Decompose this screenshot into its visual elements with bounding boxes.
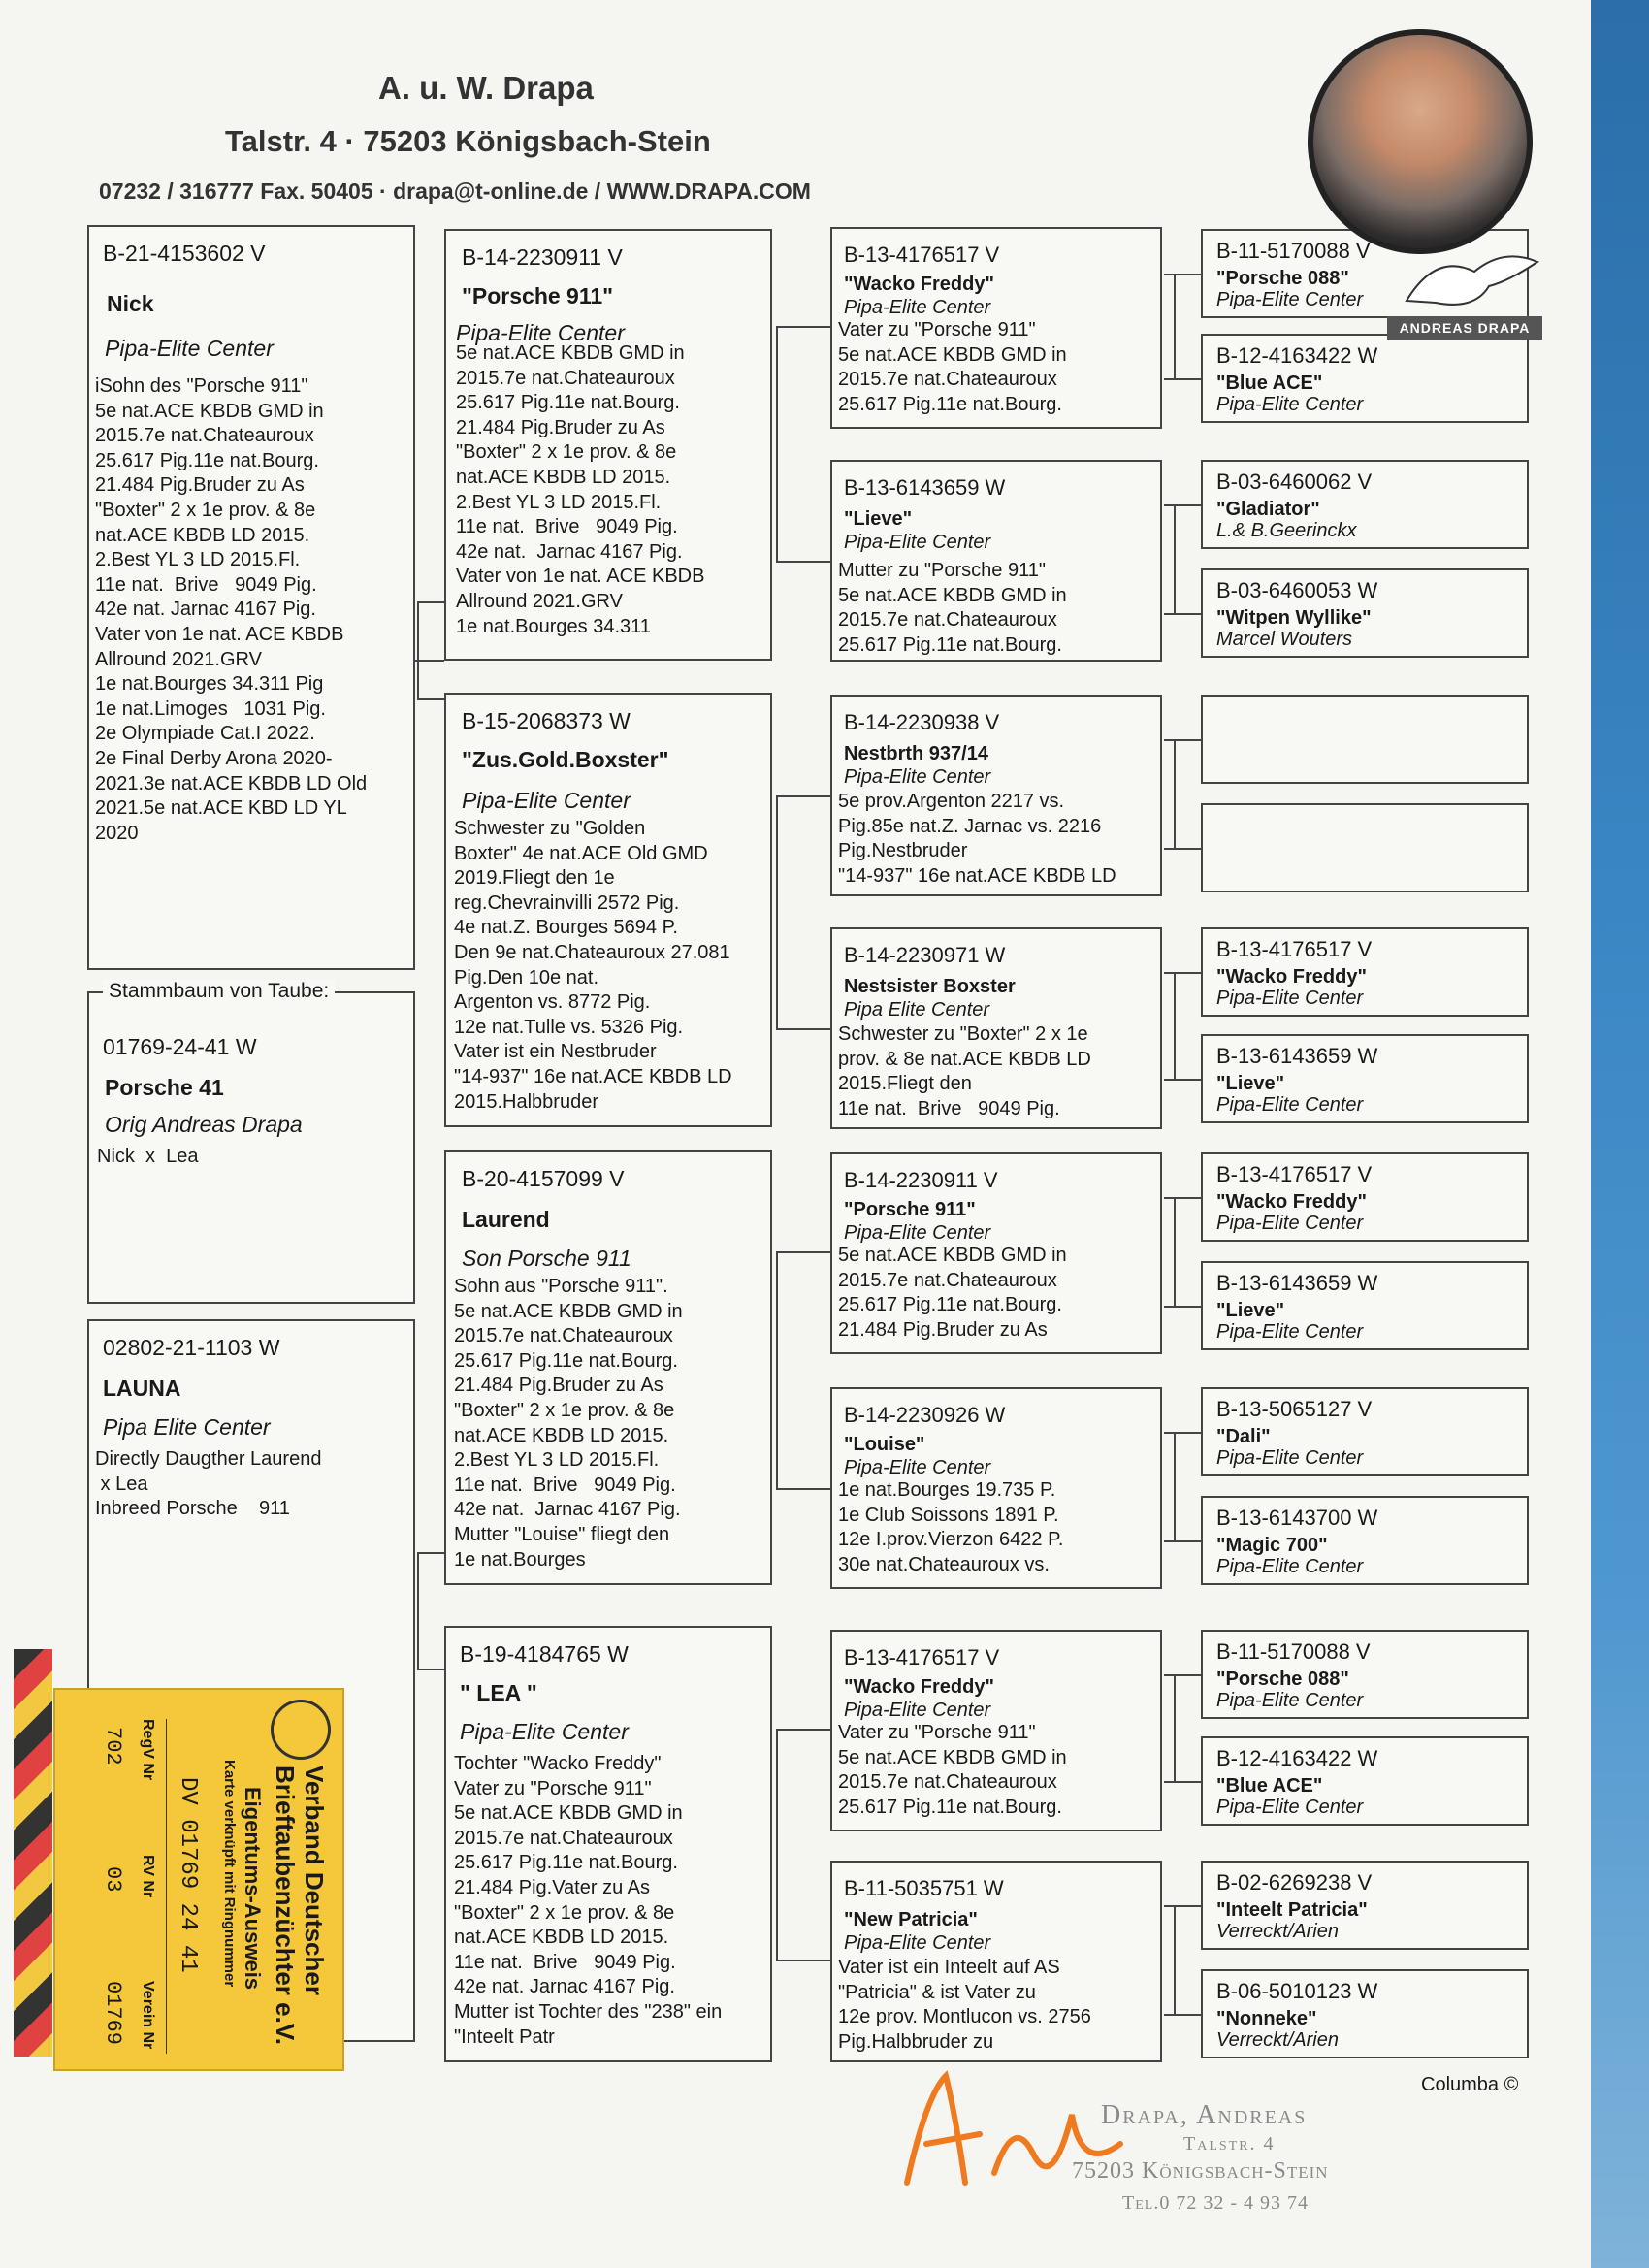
- connector-line: [1164, 274, 1201, 275]
- gen3-box: [830, 1152, 1162, 1354]
- connector-line: [776, 1251, 778, 1488]
- gen4-ring: B-12-4163422 W: [1216, 343, 1378, 368]
- gen4-box: [1201, 1152, 1529, 1242]
- gen3-ring: B-14-2230926 W: [844, 1403, 1006, 1427]
- connector-line: [1164, 1197, 1201, 1199]
- gen3-ring: B-14-2230938 V: [844, 710, 1000, 734]
- connector-line: [1164, 1432, 1201, 1434]
- gen3-name: "Louise": [844, 1434, 925, 1455]
- gen3-description: 5e nat.ACE KBDB GMD in 2015.7e nat.Chateauroux 25.617 Pig.11e nat.Bourg. 21.484 Pig.Bruder zu As: [838, 1245, 1067, 1341]
- gen4-ring: B-02-6269238 V: [1216, 1870, 1373, 1895]
- gen4-name: "Porsche 088": [1216, 268, 1349, 289]
- gen3-description: 5e prov.Argenton 2217 vs. Pig.85e nat.Z. Jarnac vs. 2216 Pig.Nestbruder "14-937" 16e nat.ACE KBDB LD: [838, 791, 1116, 887]
- ownership-card-content: [55, 1690, 346, 2073]
- gen2-box: [444, 229, 772, 661]
- gen4-box: [1201, 927, 1529, 1017]
- gen4-ring: B-13-6143700 W: [1216, 1506, 1378, 1530]
- subject-ring: 01769-24-41 W: [103, 1034, 257, 1059]
- connector-line: [776, 326, 830, 328]
- gen4-box: [1201, 1034, 1529, 1123]
- connector-line: [1164, 613, 1201, 615]
- gen4-owner: Pipa-Elite Center: [1216, 394, 1364, 415]
- connector-line: [1174, 739, 1176, 848]
- pigeon-logo-icon: [1397, 243, 1542, 320]
- connector-line: [1174, 1197, 1176, 1306]
- connector-line: [417, 1552, 444, 1554]
- gen3-owner: Pipa-Elite Center: [844, 766, 991, 788]
- connector-line: [415, 660, 444, 662]
- gen4-owner: Pipa-Elite Center: [1216, 1213, 1364, 1234]
- dv-logo-icon: [271, 1700, 331, 1760]
- breeder-address: Talstr. 4 · 75203 Königsbach-Stein: [225, 124, 711, 158]
- gen2-description: Schwester zu "Golden Boxter" 4e nat.ACE Old GMD 2019.Fliegt den 1e reg.Chevrainvilli 2572 Pig. 4e nat.Z. Bourges 5694 P. Den 9e nat.Chateauroux 27.081 Pig.Den 10e nat. Argenton vs. 8772 Pig. 12e nat.Tulle vs. 5326 Pig. Vater ist ein Nestbruder "14-937" 16e nat.ACE KBDB LD 2015.Halbbruder: [454, 818, 732, 1113]
- connector-line: [1164, 1674, 1201, 1676]
- gen4-box: [1201, 695, 1529, 784]
- gen2-name: " LEA ": [460, 1680, 537, 1705]
- gen2-name: "Porsche 911": [462, 283, 614, 308]
- gen2-name: "Zus.Gold.Boxster": [462, 747, 669, 772]
- mother-name: LAUNA: [103, 1376, 181, 1401]
- gen4-name: "Magic 700": [1216, 1535, 1328, 1556]
- gen3-box: [830, 1630, 1162, 1831]
- father-owner: Pipa-Elite Center: [105, 336, 274, 361]
- connector-line: [1174, 1674, 1176, 1781]
- gen2-ring: B-20-4157099 V: [462, 1166, 625, 1191]
- card-org-line1: Verband Deutscher: [300, 1766, 329, 1995]
- card-rv: 03: [101, 1866, 125, 1893]
- flag-stripes: [14, 1649, 52, 2057]
- breeder-name: A. u. W. Drapa: [378, 70, 594, 106]
- gen4-name: "Blue ACE": [1216, 1775, 1323, 1797]
- gen3-description: 1e nat.Bourges 19.735 P. 1e Club Soissons 1891 P. 12e I.prov.Vierzon 6422 P. 30e nat.Chateauroux vs.: [838, 1479, 1064, 1575]
- stamp-city: 75203 Königsbach-Stein: [1072, 2158, 1329, 2184]
- gen3-owner: Pipa-Elite Center: [844, 297, 991, 318]
- father-box: [87, 225, 415, 970]
- gen4-owner: Marcel Wouters: [1216, 629, 1353, 650]
- gen3-name: Nestbrth 937/14: [844, 743, 988, 764]
- gen4-ring: B-13-4176517 V: [1216, 937, 1373, 961]
- gen4-box: [1201, 334, 1529, 423]
- connector-line: [1174, 1432, 1176, 1540]
- gen3-box: [830, 460, 1162, 662]
- blue-edge-strip: [1591, 0, 1649, 2268]
- gen3-description: Vater zu "Porsche 911" 5e nat.ACE KBDB GMD in 2015.7e nat.Chateauroux 25.617 Pig.11e nat.Bourg.: [838, 1722, 1067, 1818]
- gen4-name: "Gladiator": [1216, 499, 1320, 520]
- gen2-box: [444, 1150, 772, 1585]
- connector-line: [1164, 972, 1201, 974]
- gen4-owner: Verreckt/Arien: [1216, 2029, 1339, 2051]
- gen4-ring: B-03-6460053 W: [1216, 578, 1378, 602]
- connector-line: [1174, 274, 1176, 378]
- stamp-phone: Tel.0 72 32 - 4 93 74: [1122, 2192, 1309, 2214]
- gen2-ring: B-15-2068373 W: [462, 708, 630, 733]
- card-regv: 702: [101, 1727, 125, 1766]
- gen3-description: Schwester zu "Boxter" 2 x 1e prov. & 8e nat.ACE KBDB LD 2015.Fliegt den 11e nat. Brive 9049 Pig.: [838, 1023, 1091, 1119]
- gen3-box: [830, 1861, 1162, 2062]
- connector-line: [776, 561, 830, 563]
- gen4-ring: B-03-6460062 V: [1216, 470, 1373, 494]
- gen3-name: "Wacko Freddy": [844, 1676, 994, 1698]
- gen3-owner: Pipa-Elite Center: [844, 1932, 991, 1954]
- gen4-name: "Witpen Wyllike": [1216, 607, 1372, 629]
- gen3-owner: Pipa-Elite Center: [844, 1222, 991, 1244]
- connector-line: [776, 1251, 830, 1253]
- gen4-box: [1201, 1387, 1529, 1476]
- connector-line: [1164, 848, 1201, 850]
- gen4-name: "Lieve": [1216, 1300, 1285, 1321]
- gen3-box: [830, 227, 1162, 429]
- gen3-ring: B-11-5035751 W: [844, 1876, 1004, 1900]
- connector-line: [1164, 1079, 1201, 1081]
- gen3-owner: Pipa-Elite Center: [844, 1700, 991, 1721]
- gen2-box: [444, 1626, 772, 2062]
- card-verein-label: Verein Nr: [140, 1981, 156, 2050]
- card-divider: [166, 1719, 167, 2054]
- gen4-owner: L.& B.Geerinckx: [1216, 520, 1357, 541]
- card-regv-label: RegV Nr: [140, 1719, 156, 1781]
- connector-line: [1164, 504, 1201, 506]
- connector-line: [1174, 1905, 1176, 2014]
- gen4-owner: Pipa-Elite Center: [1216, 1094, 1364, 1116]
- connector-line: [417, 601, 419, 698]
- gen3-description: Vater zu "Porsche 911" 5e nat.ACE KBDB GMD in 2015.7e nat.Chateauroux 25.617 Pig.11e nat.Bourg.: [838, 319, 1067, 415]
- gen3-box: [830, 927, 1162, 1129]
- gen2-owner: Pipa-Elite Center: [462, 788, 630, 813]
- gen2-ring: B-19-4184765 W: [460, 1641, 629, 1667]
- gen2-description: 5e nat.ACE KBDB GMD in 2015.7e nat.Chateauroux 25.617 Pig.11e nat.Bourg. 21.484 Pig.Bruder zu As "Boxter" 2 x 1e prov. & 8e nat.ACE KBDB LD 2015. 2.Best YL 3 LD 2015.Fl. 11e nat. Brive 9049 Pig. 42e nat. Jarnac 4167 Pig. Vater von 1e nat. ACE KBDB Allround 2021.GRV 1e nat.Bourges 34.311: [456, 342, 705, 637]
- gen4-box: [1201, 1261, 1529, 1350]
- gen4-box: [1201, 1969, 1529, 2058]
- gen3-ring: B-13-4176517 V: [844, 1645, 1000, 1669]
- connector-line: [776, 795, 778, 1028]
- gen3-name: "New Patricia": [844, 1909, 978, 1930]
- connector-line: [417, 1669, 444, 1670]
- subject-name: Porsche 41: [105, 1075, 224, 1100]
- connector-line: [417, 601, 444, 603]
- connector-line: [1164, 378, 1201, 380]
- subject-description: Nick x Lea: [97, 1146, 199, 1167]
- gen3-ring: B-13-6143659 W: [844, 475, 1006, 500]
- gen4-box: [1201, 1861, 1529, 1950]
- card-org-line2: Brieftaubenzüchter e.V.: [271, 1766, 300, 2046]
- gen4-owner: Pipa-Elite Center: [1216, 289, 1364, 310]
- subject-owner: Orig Andreas Drapa: [105, 1112, 303, 1137]
- mother-ring: 02802-21-1103 W: [103, 1335, 280, 1360]
- gen4-owner: Pipa-Elite Center: [1216, 988, 1364, 1009]
- connector-line: [1164, 1540, 1201, 1542]
- gen3-ring: B-14-2230911 V: [844, 1168, 998, 1192]
- card-subtitle: Karte verknüpft mit Ringnummer: [221, 1760, 238, 1988]
- mother-owner: Pipa Elite Center: [103, 1414, 271, 1440]
- gen4-name: "Lieve": [1216, 1073, 1285, 1094]
- connector-line: [776, 326, 778, 561]
- connector-line: [776, 1729, 830, 1731]
- mother-description: Directly Daugther Laurend x Lea Inbreed Porsche 911: [95, 1448, 322, 1520]
- gen4-box: [1201, 1630, 1529, 1719]
- gen3-name: "Porsche 911": [844, 1199, 976, 1220]
- gen4-ring: B-13-5065127 V: [1216, 1397, 1373, 1421]
- breeder-photo: [1308, 29, 1533, 254]
- connector-line: [776, 1960, 830, 1961]
- gen4-owner: Pipa-Elite Center: [1216, 1797, 1364, 1818]
- father-description: iSohn des "Porsche 911" 5e nat.ACE KBDB GMD in 2015.7e nat.Chateauroux 25.617 Pig.11e nat.Bourg. 21.484 Pig.Bruder zu As "Boxter" 2 x 1e prov. & 8e nat.ACE KBDB LD 2015. 2.Best YL 3 LD 2015.Fl. 11e nat. Brive 9049 Pig. 42e nat. Jarnac 4167 Pig. Vater von 1e nat. ACE KBDB Allround 2021.GRV 1e nat.Bourges 34.311 Pig 1e nat.Limoges 1031 Pig. 2e Olympiade Cat.I 2022. 2e Final Derby Arona 2020- 2021.3e nat.ACE KBDB LD Old 2021.5e nat.ACE KBD LD YL 2020: [95, 375, 368, 844]
- subject-legend: Stammbaum von Taube:: [103, 980, 335, 1003]
- gen2-owner: Pipa-Elite Center: [460, 1719, 629, 1744]
- gen4-box: [1201, 1496, 1529, 1585]
- gen3-ring: B-14-2230971 W: [844, 943, 1006, 967]
- gen3-name: "Wacko Freddy": [844, 274, 994, 295]
- gen3-description: Mutter zu "Porsche 911" 5e nat.ACE KBDB GMD in 2015.7e nat.Chateauroux 25.617 Pig.11e nat.Bourg.: [838, 560, 1067, 656]
- gen4-name: "Nonneke": [1216, 2008, 1317, 2029]
- gen4-owner: Verreckt/Arien: [1216, 1921, 1339, 1942]
- father-name: Nick: [107, 291, 154, 316]
- stamp-name: Drapa, Andreas: [1101, 2100, 1308, 2130]
- gen4-name: "Porsche 088": [1216, 1669, 1349, 1690]
- gen4-ring: B-13-4176517 V: [1216, 1162, 1373, 1186]
- gen4-ring: B-13-6143659 W: [1216, 1271, 1378, 1295]
- gen3-name: Nestsister Boxster: [844, 976, 1016, 997]
- card-rv-label: RV Nr: [140, 1855, 156, 1898]
- connector-line: [1174, 504, 1176, 613]
- subject-box: [87, 980, 415, 1304]
- gen2-name: Laurend: [462, 1207, 550, 1232]
- gen4-name: "Wacko Freddy": [1216, 966, 1367, 988]
- gen3-box: [830, 1387, 1162, 1589]
- gen4-ring: B-11-5170088 V: [1216, 239, 1371, 263]
- photo-banner: ANDREAS DRAPA: [1387, 316, 1542, 340]
- card-title: Eigentums-Ausweis: [241, 1787, 265, 1991]
- connector-line: [776, 1488, 830, 1490]
- gen4-owner: Pipa-Elite Center: [1216, 1321, 1364, 1343]
- gen4-ring: B-11-5170088 V: [1216, 1639, 1371, 1664]
- gen4-name: "Blue ACE": [1216, 373, 1323, 394]
- breeder-contact: 07232 / 316777 Fax. 50405 · drapa@t-online.de / WWW.DRAPA.COM: [99, 178, 811, 204]
- gen2-owner: Pipa-Elite Center: [456, 320, 625, 345]
- card-verein: 01769: [101, 1981, 125, 2046]
- gen4-box: [1201, 568, 1529, 658]
- gen2-owner: Son Porsche 911: [462, 1246, 631, 1271]
- gen3-description: Vater ist ein Inteelt auf AS "Patricia" & ist Vater zu 12e prov. Montlucon vs. 2756 Pig.Halbbruder zu: [838, 1957, 1091, 2053]
- copyright-note: Columba ©: [1421, 2074, 1519, 2095]
- gen3-box: [830, 695, 1162, 896]
- connector-line: [776, 795, 830, 797]
- father-ring: B-21-4153602 V: [103, 241, 266, 266]
- gen4-ring: B-13-6143659 W: [1216, 1044, 1378, 1068]
- connector-line: [417, 698, 444, 700]
- connector-line: [1164, 1306, 1201, 1308]
- connector-line: [776, 1729, 778, 1960]
- stamp-street: Talstr. 4: [1183, 2133, 1276, 2155]
- gen4-ring: B-06-5010123 W: [1216, 1979, 1378, 2003]
- connector-line: [1164, 1781, 1201, 1783]
- gen3-name: "Lieve": [844, 508, 913, 530]
- gen4-ring: B-12-4163422 W: [1216, 1746, 1378, 1770]
- gen4-name: "Wacko Freddy": [1216, 1191, 1367, 1213]
- connector-line: [1174, 972, 1176, 1079]
- gen4-name: "Inteelt Patricia": [1216, 1899, 1368, 1921]
- ownership-card: [53, 1688, 344, 2071]
- gen2-box: [444, 693, 772, 1127]
- connector-line: [1164, 1905, 1201, 1907]
- gen4-owner: Pipa-Elite Center: [1216, 1556, 1364, 1577]
- gen4-owner: Pipa-Elite Center: [1216, 1447, 1364, 1469]
- gen4-owner: Pipa-Elite Center: [1216, 1690, 1364, 1711]
- connector-line: [1164, 739, 1201, 741]
- gen3-owner: Pipa Elite Center: [844, 999, 990, 1021]
- connector-line: [417, 1552, 419, 1669]
- gen2-description: Tochter "Wacko Freddy" Vater zu "Porsche 911" 5e nat.ACE KBDB GMD in 2015.7e nat.Chateauroux 25.617 Pig.11e nat.Bourg. 21.484 Pig.Vater zu As "Boxter" 2 x 1e prov. & 8e nat.ACE KBDB LD 2015. 11e nat. Brive 9049 Pig. 42e nat. Jarnac 4167 Pig. Mutter ist Tochter des "238" ein "Inteelt Patr: [454, 1753, 723, 2048]
- connector-line: [1164, 2014, 1201, 2016]
- gen2-ring: B-14-2230911 V: [462, 244, 623, 270]
- gen4-name: "Dali": [1216, 1426, 1271, 1447]
- gen4-box: [1201, 803, 1529, 892]
- connector-line: [776, 1028, 830, 1030]
- gen4-box: [1201, 1736, 1529, 1826]
- gen3-owner: Pipa-Elite Center: [844, 1457, 991, 1478]
- gen3-owner: Pipa-Elite Center: [844, 532, 991, 553]
- card-ring-number: DV 01769 24 41: [175, 1777, 201, 1973]
- gen2-description: Sohn aus "Porsche 911". 5e nat.ACE KBDB GMD in 2015.7e nat.Chateauroux 25.617 Pig.11e nat.Bourg. 21.484 Pig.Bruder zu As "Boxter" 2 x 1e prov. & 8e nat.ACE KBDB LD 2015. 2.Best YL 3 LD 2015.Fl. 11e nat. Brive 9049 Pig. 42e nat. Jarnac 4167 Pig. Mutter "Louise" fliegt den 1e nat.Bourges: [454, 1276, 683, 1571]
- gen4-box: [1201, 460, 1529, 549]
- gen3-ring: B-13-4176517 V: [844, 243, 1000, 267]
